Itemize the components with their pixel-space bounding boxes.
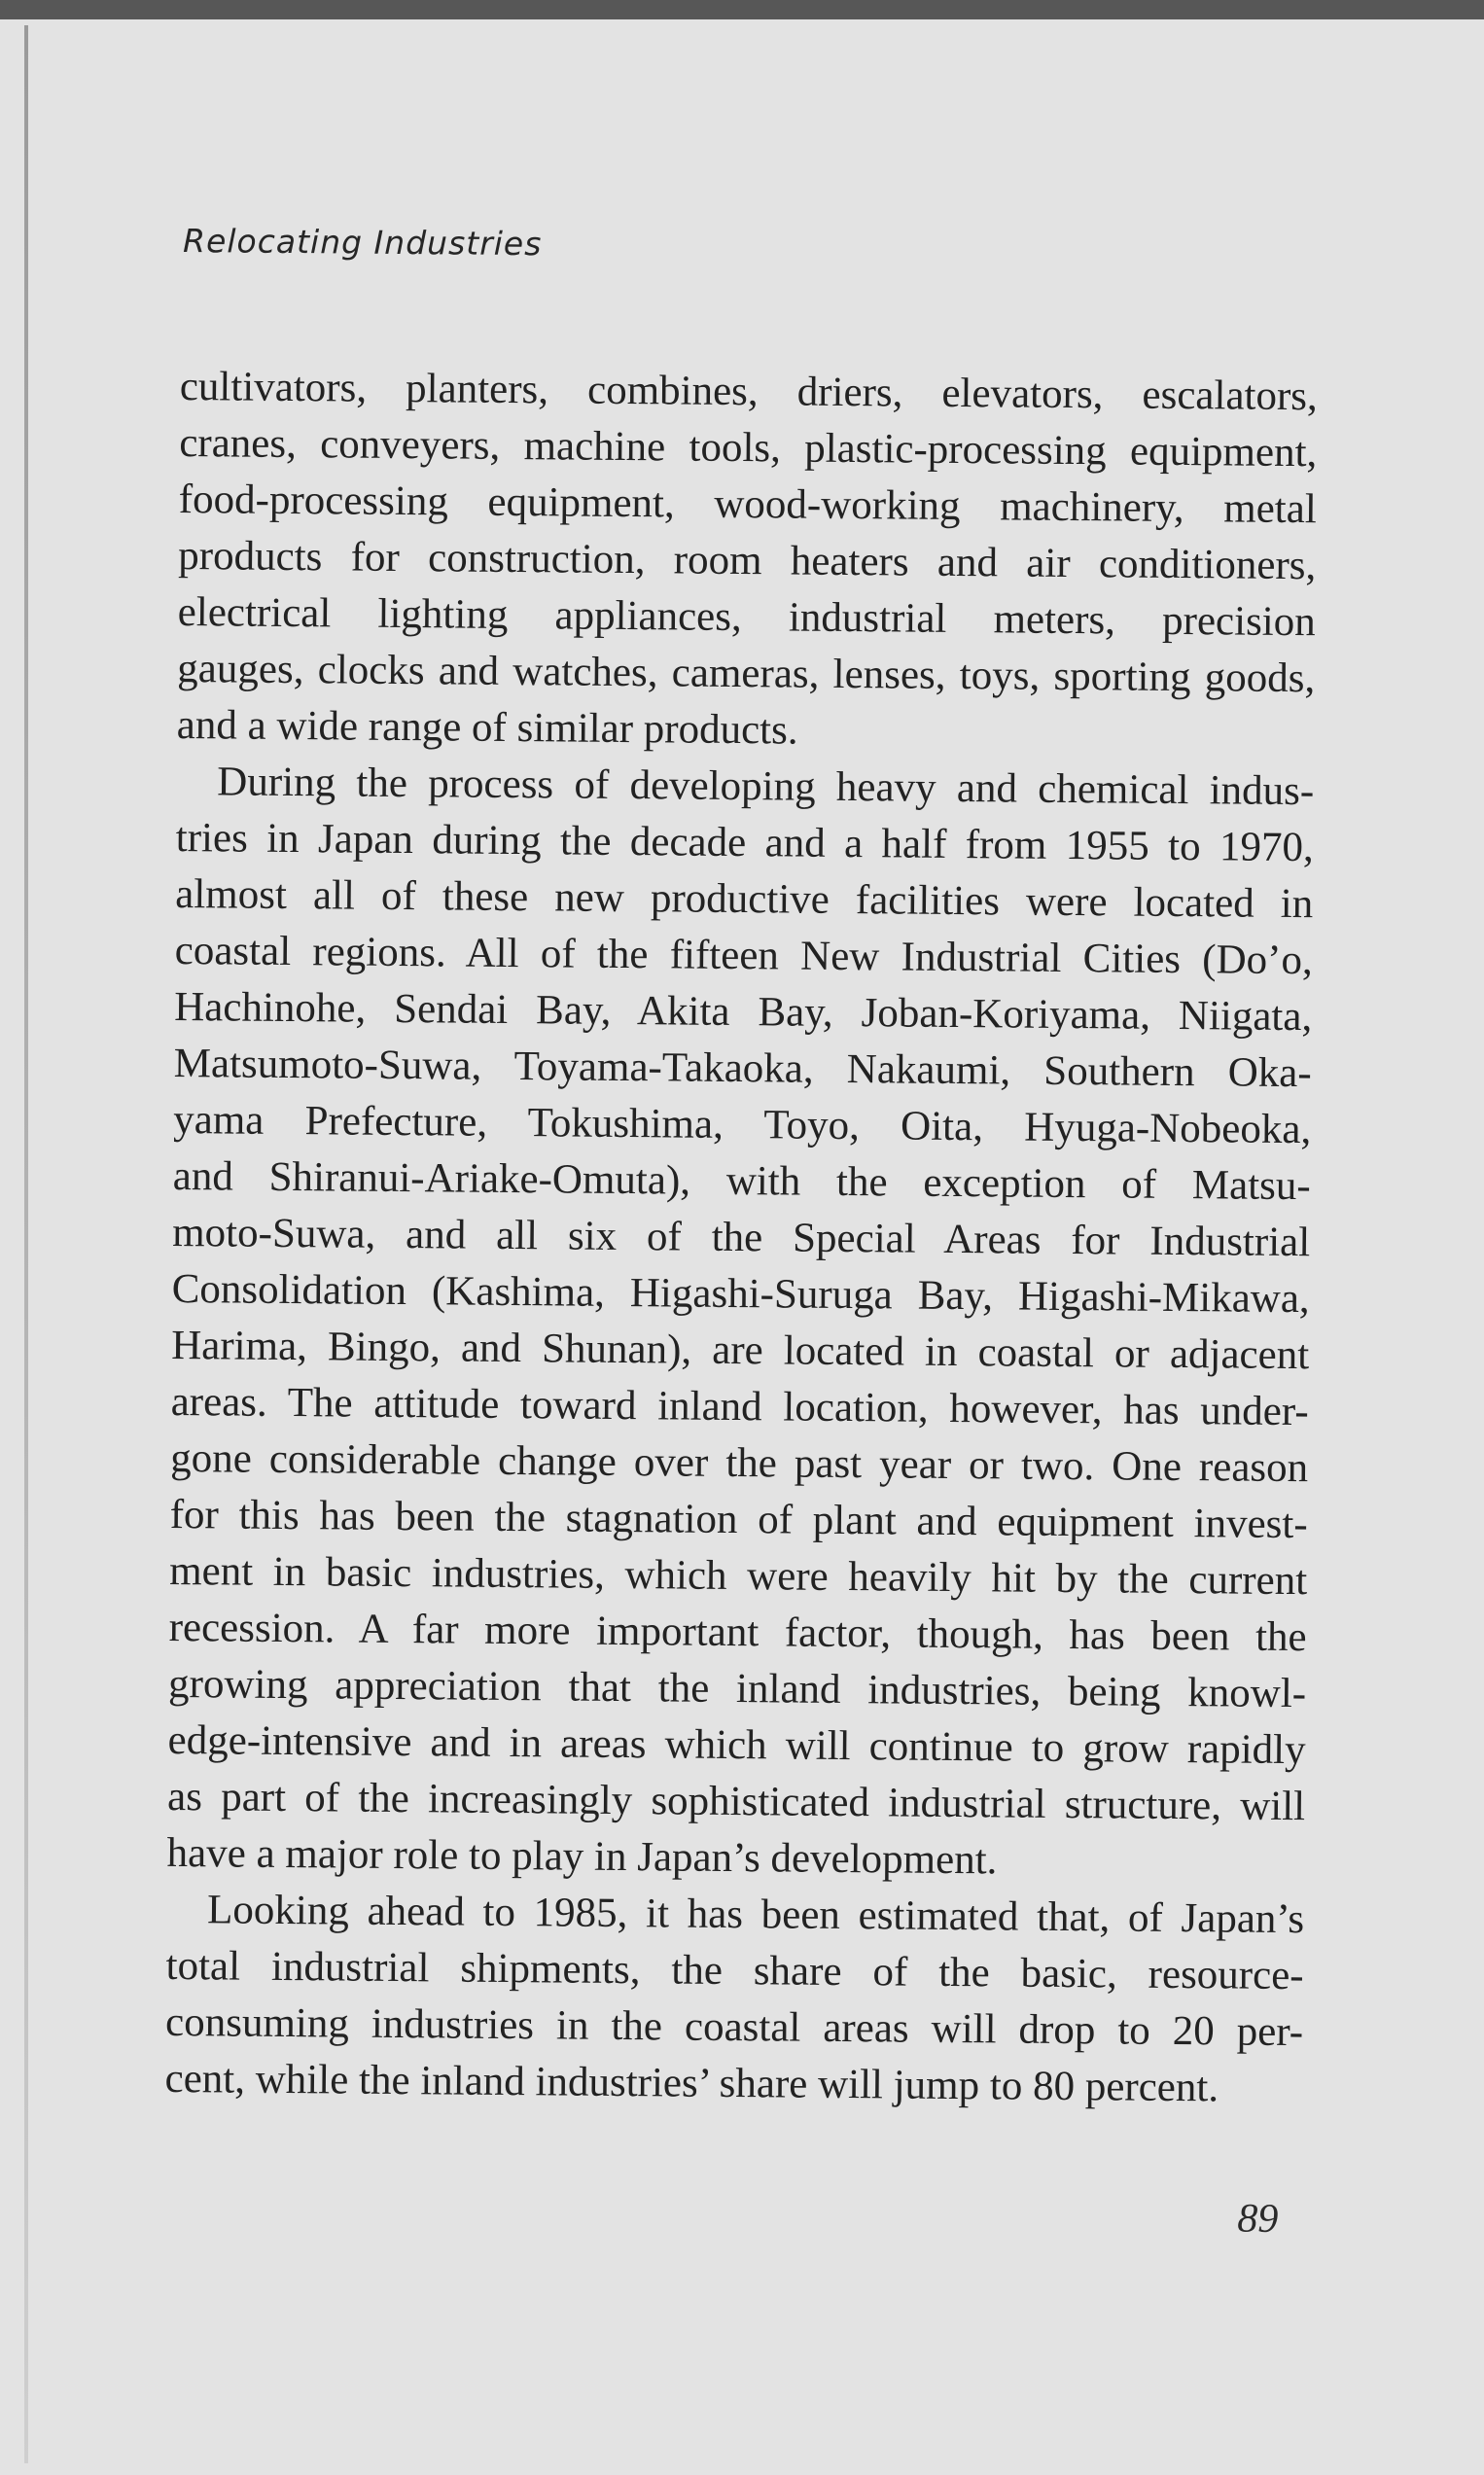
- text-line: cultivators, planters, combines, driers, elevators, escalators,: [179, 363, 1318, 420]
- text-line: Looking ahead to 1985, it has been estimated that, of Japan’s: [206, 1887, 1305, 1943]
- text-line: coastal regions. All of the fifteen New Industrial Cities (Do’o,: [174, 927, 1313, 984]
- text-line: total industrial shipments, the share of the basic, resource-: [165, 1942, 1304, 1999]
- text-line: moto-Suwa, and all six of the Special Areas for Industrial: [172, 1209, 1311, 1266]
- text-line: Matsumoto-Suwa, Toyama-Takaoka, Nakaumi, Southern Oka-: [173, 1040, 1312, 1097]
- text-line: and Shiranui-Ariake-Omuta), with the exception of Matsu-: [172, 1152, 1311, 1210]
- text-line: products for construction, room heaters and air conditioners,: [178, 532, 1317, 589]
- text-line: cent, while the inland industries’ share will jump to 80 percent.: [164, 2055, 1219, 2111]
- text-line: yama Prefecture, Tokushima, Toyo, Oita, Hyuga-Nobeoka,: [173, 1096, 1312, 1153]
- page-number: 89: [1237, 2196, 1279, 2242]
- text-line: During the process of developing heavy and chemical indus-: [217, 759, 1315, 815]
- text-line: gone considerable change over the past year or two. One reason: [169, 1434, 1309, 1492]
- text-line: tries in Japan during the decade and a half from 1955 to 1970,: [175, 814, 1314, 871]
- text-line: almost all of these new productive facilities were located in: [175, 870, 1314, 928]
- text-line: have a major role to play in Japan’s development.: [166, 1829, 998, 1884]
- text-line: Harima, Bingo, and Shunan), are located in coastal or adjacent: [171, 1322, 1310, 1379]
- text-line: cranes, conveyers, machine tools, plastic-processing equipment,: [179, 419, 1318, 477]
- text-line: growing appreciation that the inland industries, being knowl-: [167, 1660, 1307, 1717]
- text-line: as part of the increasingly sophisticated industrial structure, will: [166, 1773, 1306, 1830]
- text-line: edge-intensive and in areas which will continue to grow rapidly: [167, 1716, 1306, 1774]
- running-header: Relocating Industries: [182, 222, 543, 264]
- text-line: and a wide range of similar products.: [176, 701, 798, 754]
- text-line: ment in basic industries, which were heavily hit by the current: [168, 1547, 1308, 1605]
- text-line: electrical lighting appliances, industrial meters, precision: [177, 588, 1316, 646]
- text-line: gauges, clocks and watches, cameras, lenses, toys, sporting goods,: [177, 645, 1316, 702]
- text-line: Consolidation (Kashima, Higashi-Suruga Bay, Higashi-Mikawa,: [171, 1265, 1310, 1323]
- text-line: areas. The attitude toward inland location, however, has under-: [170, 1378, 1309, 1435]
- text-line: Hachinohe, Sendai Bay, Akita Bay, Joban-Koriyama, Niigata,: [174, 983, 1313, 1041]
- text-line: consuming industries in the coastal areas will drop to 20 per-: [164, 1998, 1304, 2056]
- text-line: recession. A far more important factor, though, has been the: [168, 1604, 1307, 1661]
- text-line: food-processing equipment, wood-working machinery, metal: [178, 476, 1317, 533]
- text-line: for this has been the stagnation of plant and equipment invest-: [169, 1491, 1308, 1548]
- body-text: [164, 359, 1318, 2117]
